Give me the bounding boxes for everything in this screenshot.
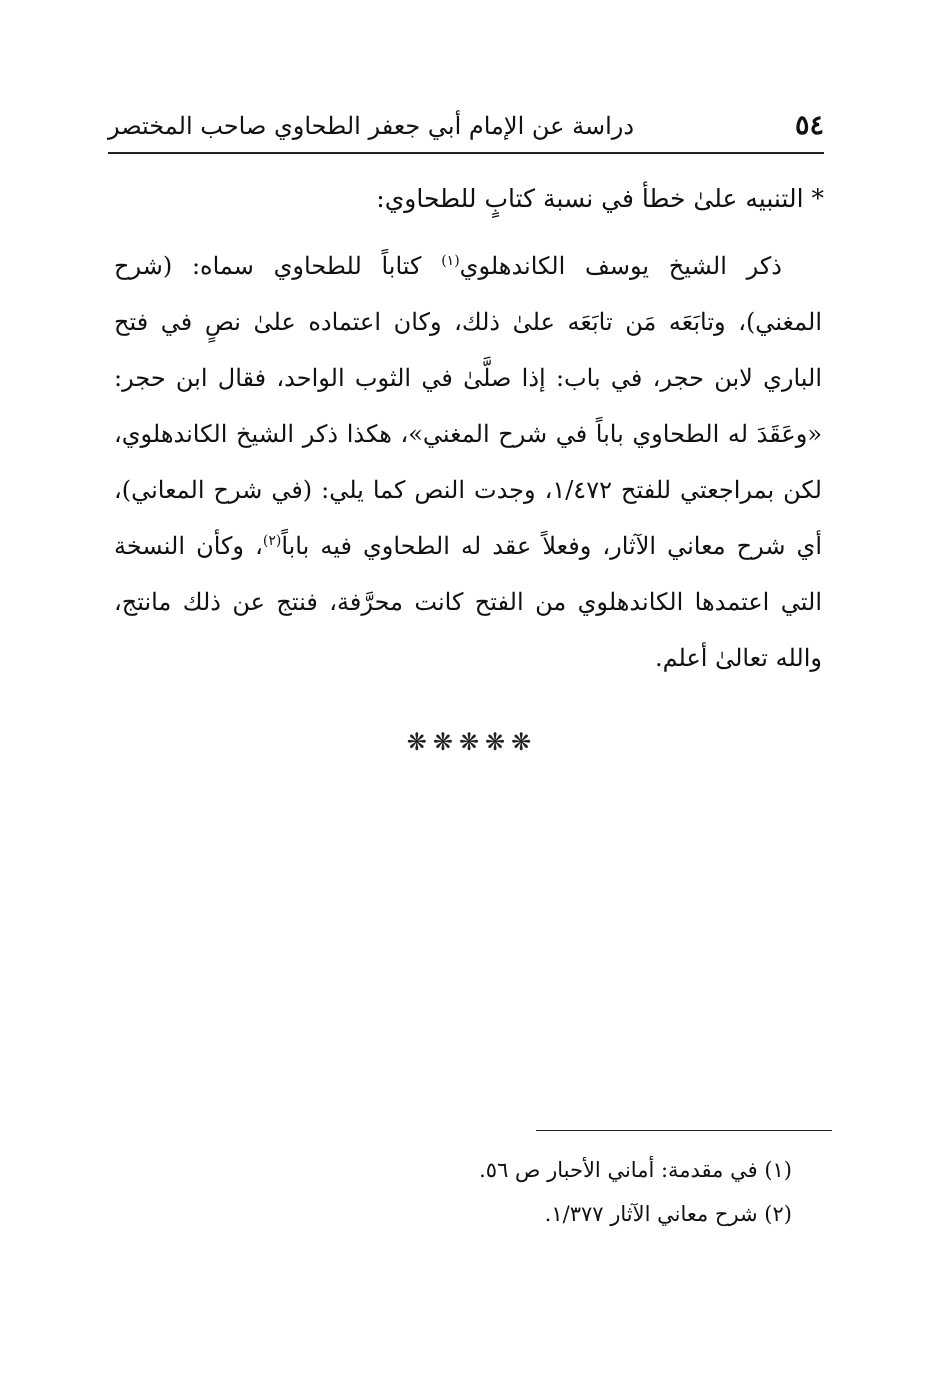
paragraph-text-3: ، وكأن النسخة التي اعتمدها الكاندهلوي من الفتح كانت محرَّفة، فنتج عن ذلك مانتج، والله تعالىٰ أعلم.	[114, 532, 822, 672]
paragraph	[114, 238, 822, 686]
footnote-divider	[536, 1130, 832, 1131]
running-title: دراسة عن الإمام أبي جعفر الطحاوي صاحب المختصر	[108, 112, 635, 140]
section-separator: ❋❋❋❋❋	[406, 728, 538, 756]
section-heading: * التنبيه علىٰ خطأ في نسبة كتابٍ للطحاوي:	[376, 184, 824, 213]
footnote-reference-2: (٢)	[262, 533, 282, 549]
footnotes	[479, 1148, 792, 1236]
page-header	[108, 108, 824, 154]
page-number: ٥٤	[794, 110, 824, 141]
footnote-1: (١) في مقدمة: أماني الأحبار ص ٥٦.	[479, 1158, 792, 1182]
footnote-2: (٢) شرح معاني الآثار ١/٣٧٧.	[544, 1202, 792, 1226]
body-paragraph	[114, 238, 822, 686]
paragraph-text-1: ذكر الشيخ يوسف الكاندهلوي	[459, 252, 782, 280]
footnote-reference-1: (١)	[441, 253, 460, 269]
paragraph-text-2: كتاباً للطحاوي سماه: (شرح المغني)، وتابَعَه مَن تابَعَه علىٰ ذلك، وكان اعتماده علىٰ نصٍ في فتح الباري لابن حجر، في باب: إذا صلَّىٰ في الثوب الواحد، فقال ابن حجر: «وعَقَدَ له الطحاوي باباً في شرح المغني»، هكذا ذكر الشيخ الكاندهلوي، لكن بمراجعتي للفتح ١/٤٧٢، وجدت النص كما يلي: (في شرح المعاني)، أي شرح معاني الآثار، وفعلاً عقد له الطحاوي فيه باباً	[114, 252, 822, 560]
